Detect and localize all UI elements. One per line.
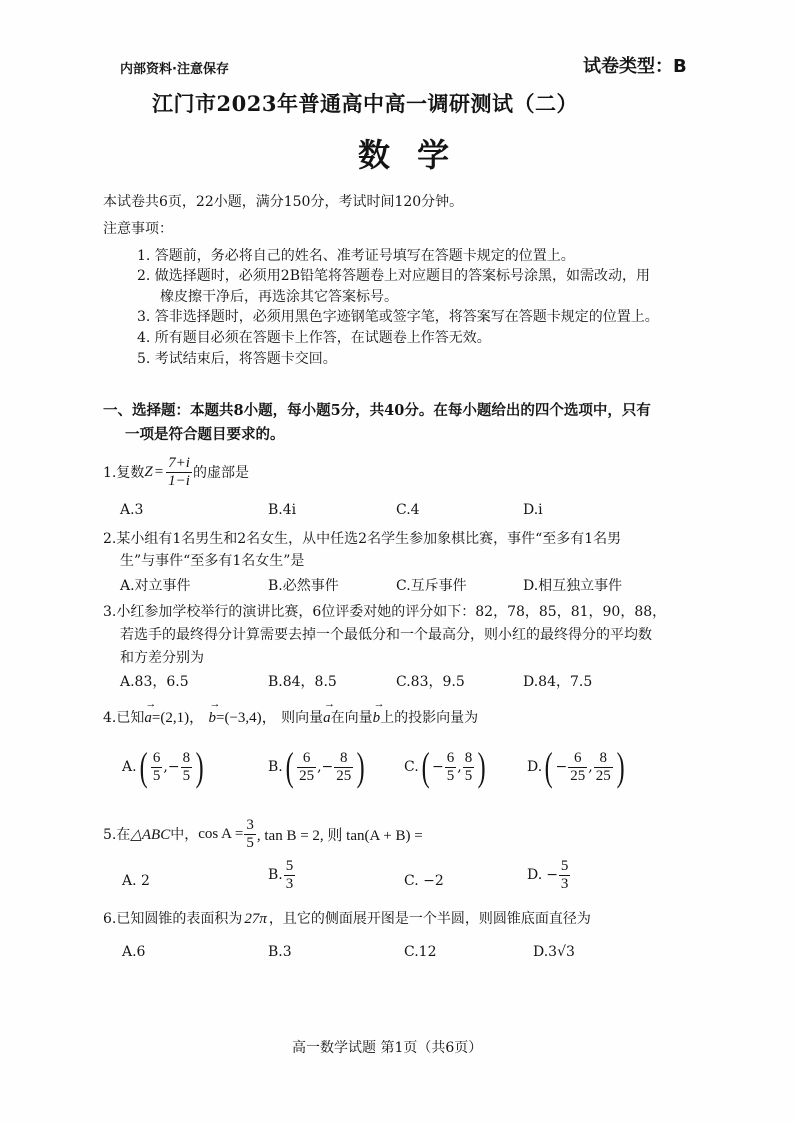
option-value: −2 (423, 873, 444, 889)
comma: , (317, 759, 322, 775)
question-4-prefix: 4.已知 (103, 710, 145, 726)
fraction-numerator: 6 (446, 750, 455, 766)
fraction-denominator: 5 (464, 767, 473, 784)
option-value: 2 (141, 873, 150, 889)
option-b: B.84，8.5 (268, 674, 337, 690)
fraction-numerator: 7+i (168, 455, 190, 471)
fraction-denominator: 3 (560, 875, 569, 892)
option-c (404, 744, 489, 789)
sign: − (546, 867, 558, 883)
option-d (527, 858, 571, 892)
question-1-suffix: 的虚部是 (192, 465, 249, 481)
option-a: A.对立事件 (120, 578, 191, 594)
vector-b: → b (373, 710, 381, 727)
fraction (334, 750, 353, 784)
fraction-numerator: 6 (152, 750, 161, 766)
notice-title: 注意事项： (103, 221, 173, 237)
option-d (527, 744, 627, 789)
fraction (284, 858, 296, 892)
fraction-denominator: 5 (246, 834, 254, 851)
fraction-denominator: 25 (336, 767, 352, 784)
option-label: A. (122, 873, 137, 889)
vector-b: → b (209, 710, 217, 727)
question-4 (103, 706, 478, 727)
exam-summary: 本试卷共6页，22小题，满分150分，考试时间120分钟。 (103, 194, 464, 210)
fraction (297, 750, 316, 784)
tan-expression: , tan B = 2, 则 tan(A + B) = (256, 827, 423, 844)
option-label: D. (527, 867, 543, 883)
question-6-suffix: ，且它的侧面展开图是一个半圆，则圆锥底面直径为 (268, 911, 591, 927)
complex-variable: Z (144, 463, 153, 480)
fraction-denominator: 5 (152, 767, 161, 784)
left-paren: ( (285, 744, 294, 789)
option-c: C.互斥事件 (396, 578, 467, 594)
option-a: A.3 (120, 502, 144, 518)
fraction-denominator: 25 (595, 767, 611, 784)
fraction (445, 750, 457, 784)
sign: − (432, 759, 444, 775)
question-5-prefix: 5.在 (103, 827, 131, 843)
fraction-denominator: 25 (299, 767, 315, 784)
option-label: D. (527, 759, 543, 775)
option-label: B. (268, 867, 283, 883)
question-3: 3.小红参加学校举行的演讲比赛，6位评委对她的评分如下：82，78，85，81，90，88， (103, 604, 667, 620)
confidential-note: 内部资料·注意保存 (120, 62, 229, 77)
vector-a-value: =(2,1)， (151, 710, 205, 726)
option-b: B.必然事件 (268, 578, 339, 594)
fraction (181, 750, 193, 784)
question-3-continued: 若选手的最终得分计算需要去掉一个最低分和一个最高分，则小红的最终得分的平均数 (120, 627, 652, 643)
option-a (122, 873, 150, 889)
option-c: C.83，9.5 (396, 674, 465, 690)
sign: − (167, 759, 180, 775)
option-c: C.12 (404, 944, 437, 960)
notice-item: 2. 做选择题时，必须用2B铅笔将答题卷上对应题目的答案标号涂黑，如需改动，用 (137, 268, 651, 284)
fraction-numerator: 8 (340, 750, 348, 766)
option-d: D.84，7.5 (523, 674, 593, 690)
fraction-numerator: 6 (302, 750, 311, 766)
question-4-suffix: 上的投影向量为 (380, 710, 479, 726)
paper-type-label: 试卷类型：B (583, 56, 687, 77)
left-paren: ( (139, 744, 148, 789)
option-a (122, 744, 206, 789)
vector-a: → a (323, 710, 331, 727)
notice-item-continued: 橡皮擦干净后，再选涂其它答案标号。 (160, 289, 398, 305)
question-2: 2.某小组有1名男生和2名女生，从中任选2名学生参加象棋比赛，事件“至多有1名男 (103, 531, 622, 547)
option-a: A.83，6.5 (120, 674, 189, 690)
question-5 (103, 817, 423, 851)
fraction (151, 750, 163, 784)
right-paren: ) (616, 744, 625, 789)
comma: , (457, 759, 462, 775)
fraction-numerator: 5 (285, 858, 294, 874)
option-b: B.3 (268, 944, 292, 960)
fraction-denominator: 25 (570, 767, 586, 784)
right-paren: ) (477, 744, 486, 789)
fraction-denominator: 5 (446, 767, 455, 784)
option-label: A. (122, 759, 137, 775)
option-label: B. (268, 759, 283, 775)
option-label: C. (404, 873, 419, 889)
triangle-label: △ABC (130, 826, 171, 843)
surface-area: 27π (244, 911, 267, 927)
question-3-continued: 和方差分别为 (120, 650, 204, 666)
question-4-mid2: 在向量 (330, 710, 373, 726)
fraction-numerator: 8 (599, 750, 607, 766)
cos-fraction (244, 817, 256, 851)
fraction-numerator: 5 (560, 858, 569, 874)
notice-item: 3. 答非选择题时，必须用黑色字迹钢笔或签字笔，将答案写在答题卡规定的位置上。 (137, 309, 659, 325)
complex-fraction (166, 455, 192, 489)
fraction-denominator: 5 (182, 767, 191, 784)
left-paren: ( (421, 744, 430, 789)
fraction (559, 858, 571, 892)
cos-expression: cos A = (198, 825, 244, 842)
question-5-mid: 中， (170, 827, 199, 843)
notice-item: 1. 答题前，务必将自己的姓名、准考证号填写在答题卡规定的位置上。 (137, 248, 575, 264)
question-1 (103, 455, 249, 489)
option-b: B.4i (268, 502, 297, 518)
notice-item: 4. 所有题目必须在答题卡上作答，在试题卷上作答无效。 (137, 330, 491, 346)
exam-title: 江门市2023年普通高中高一调研测试（二） (152, 91, 578, 116)
fraction-numerator: 6 (574, 750, 582, 766)
equals-sign: = (154, 463, 164, 480)
option-label: C. (404, 759, 419, 775)
sign: − (555, 759, 568, 775)
fraction (568, 750, 587, 784)
option-d: D.i (523, 502, 543, 518)
question-6 (103, 908, 591, 928)
option-b (268, 858, 296, 892)
option-c: C.4 (396, 502, 420, 518)
question-4-mid: 则向量 (281, 710, 324, 726)
left-paren: ( (544, 744, 553, 789)
option-a: A.6 (122, 944, 146, 960)
fraction-numerator: 8 (182, 750, 191, 766)
fraction-denominator: 1−i (168, 472, 190, 489)
question-6-prefix: 6.已知圆锥的表面积为 (103, 911, 243, 927)
subject-title: 数 学 (358, 136, 458, 174)
fraction-numerator: 3 (246, 817, 254, 833)
option-d: D.相互独立事件 (523, 578, 623, 594)
option-c (404, 873, 444, 889)
question-1-prefix: 1.复数 (103, 465, 145, 481)
sign: − (321, 759, 334, 775)
section-heading: 一、选择题：本题共8小题，每小题5分，共40分。在每小题给出的四个选项中，只有 (103, 402, 651, 419)
option-d: D.3√3 (533, 944, 575, 960)
fraction-numerator: 8 (464, 750, 473, 766)
question-2-continued: 生”与事件“至多有1名女生”是 (120, 553, 305, 569)
fraction (594, 750, 613, 784)
comma: , (163, 759, 168, 775)
fraction-denominator: 3 (285, 875, 294, 892)
vector-a: → a (144, 710, 152, 727)
right-paren: ) (356, 744, 365, 789)
option-b (268, 744, 368, 789)
section-heading-continued: 一项是符合题目要求的。 (125, 426, 285, 443)
vector-b-value: =(−3,4)， (216, 710, 277, 726)
comma: , (588, 759, 593, 775)
notice-item: 5. 考试结束后，将答题卡交回。 (137, 351, 337, 367)
fraction (463, 750, 475, 784)
right-paren: ) (195, 744, 204, 789)
page-footer: 高一数学试题 第1页（共6页） (292, 1040, 483, 1056)
